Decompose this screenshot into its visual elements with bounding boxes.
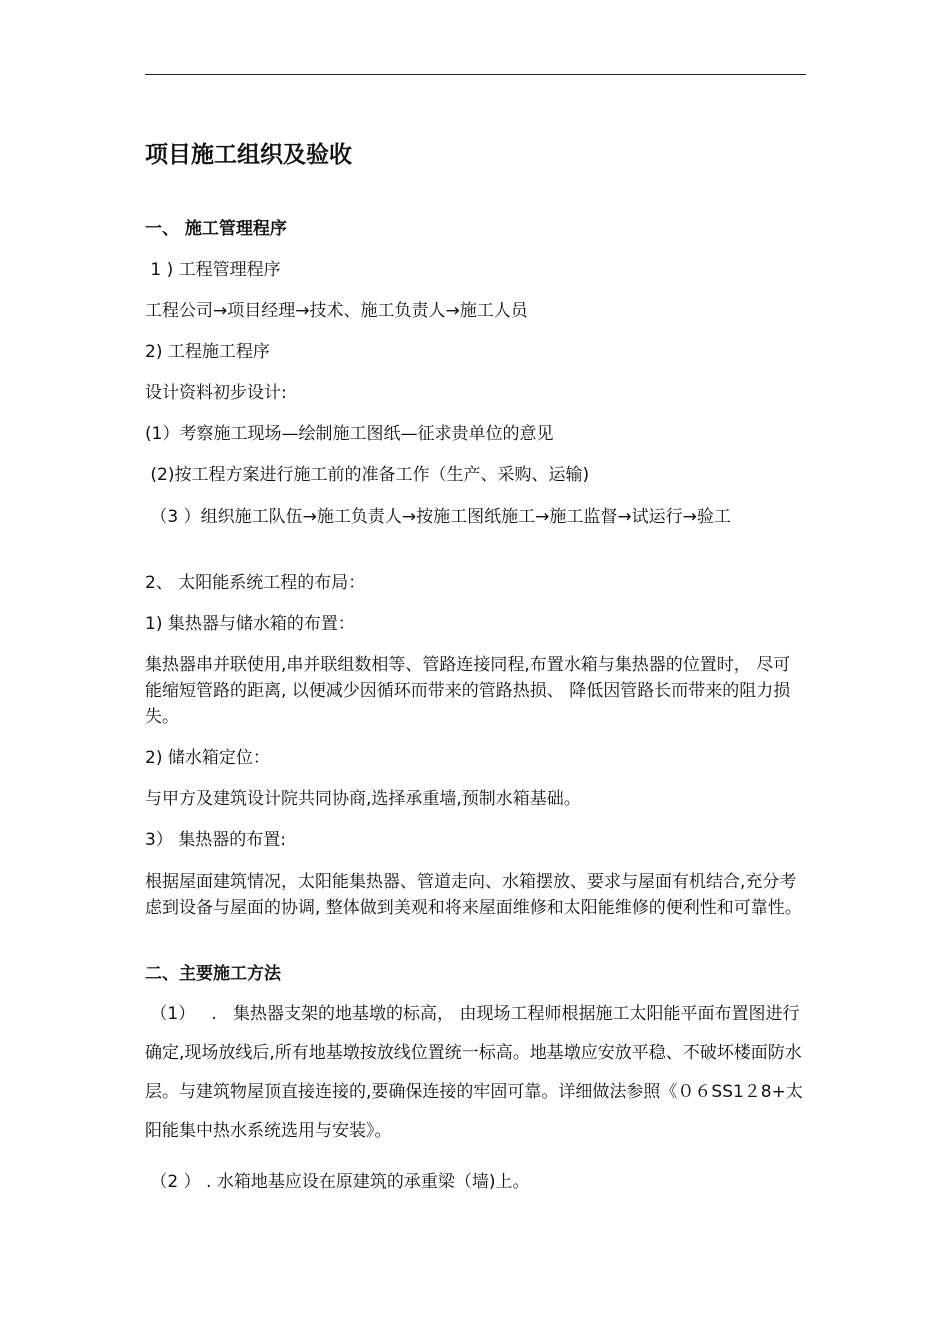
paragraph: 集热器串并联使用,串并联组数相等、管路连接同程,布置水箱与集热器的位置时， 尽可能缩短管路的距离, 以便减少因循环而带来的管路热损、 降低因管路长而带来的阻力损失。 (145, 655, 791, 727)
paragraph: 1) 集热器与储水箱的布置： (145, 614, 355, 634)
paragraph: 设计资料初步设计: (145, 383, 287, 403)
paragraph: （3 ）组织施工队伍→施工负责人→按施工图纸施工→施工监督→试运行→验工 (145, 507, 731, 527)
paragraph: 2、 太阳能系统工程的布局： (145, 573, 366, 593)
paragraph: 3） 集热器的布置: (145, 830, 286, 850)
header-rule (145, 74, 806, 75)
paragraph: (2)按工程方案进行施工前的准备工作（生产、采购、运输) (145, 465, 590, 485)
paragraph: （2 ） . 水箱地基应设在原建筑的承重梁（墙)上。 (145, 1172, 530, 1192)
doc-title: 项目施工组织及验收 (145, 142, 352, 168)
paragraph: (1）考察施工现场—绘制施工图纸—征求贵单位的意见 (145, 424, 554, 444)
paragraph: 2) 工程施工程序 (145, 342, 270, 362)
paragraph: 工程公司→项目经理→技术、施工负责人→施工人员 (145, 301, 528, 321)
paragraph: 1 ) 工程管理程序 (145, 260, 281, 280)
paragraph: 2) 储水箱定位： (145, 748, 270, 768)
paragraph: 根据屋面建筑情况，太阳能集热器、管道走向、水箱摆放、要求与屋面有机结合,充分考虑到设备与屋面的协调, 整体做到美观和将来屋面维修和太阳能维修的便利性和可靠性。 (145, 872, 802, 918)
section-heading-2: 二、主要施工方法 (145, 964, 281, 984)
paragraph: 与甲方及建筑设计院共同协商,选择承重墙,预制水箱基础。 (145, 789, 581, 809)
section-heading-1: 一、 施工管理程序 (145, 219, 287, 239)
paragraph: （1） . 集热器支架的地基墩的标高， 由现场工程师根据施工太阳能平面布置图进行确定,现场放线后,所有地基墩按放线位置统一标高。地基墩应安放平稳、不破坏楼面防水层。与建筑物屋顶直接连接的,要确保连接的牢固可靠。详细做法参照《０６SS1２8+太阳能集中热水系统选用与安装》。 (145, 1004, 803, 1141)
